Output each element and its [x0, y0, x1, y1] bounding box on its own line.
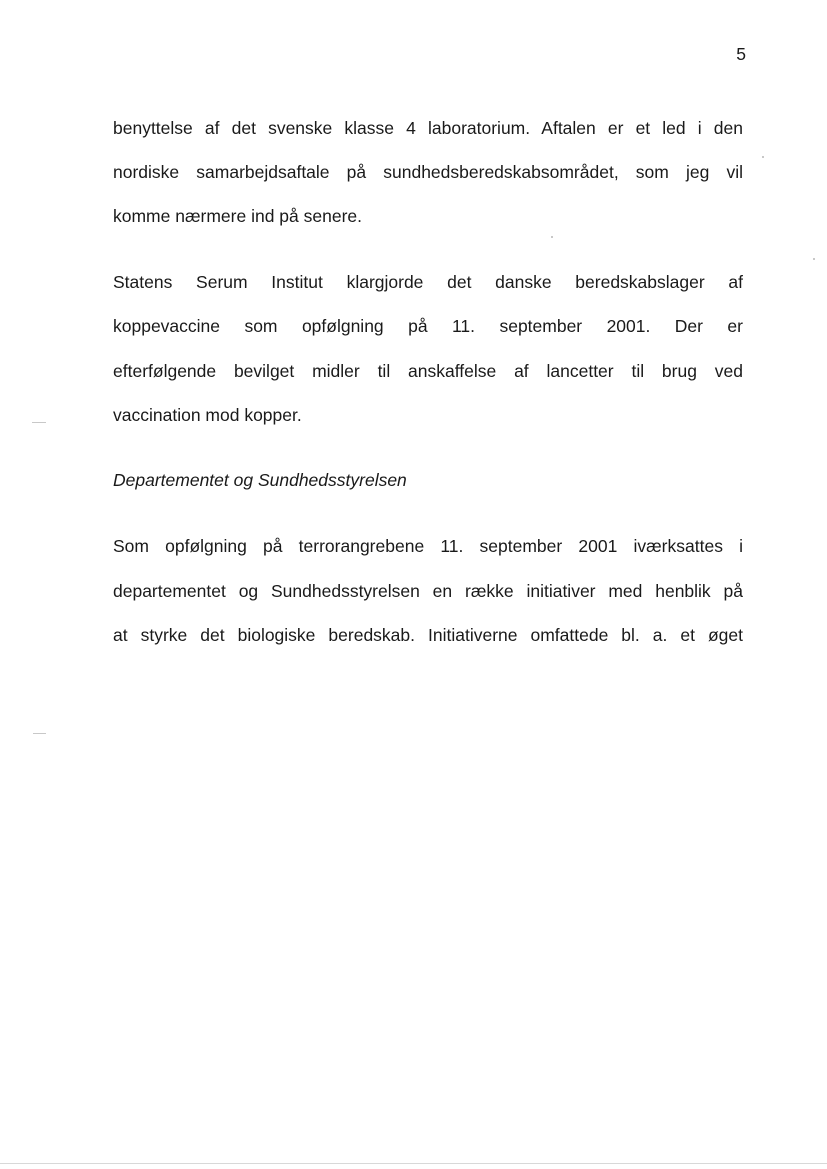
- text-line: benyttelse af det svenske klasse 4 laboratorium. Aftalen er et led i den: [113, 118, 743, 138]
- page-number: 5: [736, 44, 746, 64]
- text-line: komme nærmere ind på senere.: [113, 206, 362, 226]
- text-line: departementet og Sundhedsstyrelsen en række initiativer med henblik på: [113, 581, 743, 601]
- scan-mark: [813, 258, 815, 260]
- scan-mark: [33, 733, 46, 734]
- scan-mark: [762, 156, 764, 158]
- scan-mark: [551, 236, 553, 238]
- text-line: efterfølgende bevilget midler til anskaffelse af lancetter til brug ved: [113, 361, 743, 381]
- text-line: vaccination mod kopper.: [113, 405, 302, 425]
- text-line: nordiske samarbejdsaftale på sundhedsberedskabsområdet, som jeg vil: [113, 162, 743, 182]
- text-line: at styrke det biologiske beredskab. Initiativerne omfattede bl. a. et øget: [113, 625, 743, 645]
- text-line: Som opfølgning på terrorangrebene 11. september 2001 iværksattes i: [113, 536, 743, 556]
- scan-mark: [32, 422, 46, 423]
- text-line: koppevaccine som opfølgning på 11. september 2001. Der er: [113, 316, 743, 336]
- section-heading: Departementet og Sundhedsstyrelsen: [113, 470, 407, 490]
- text-line: Statens Serum Institut klargjorde det danske beredskabslager af: [113, 272, 743, 292]
- scan-bottom-edge: [0, 1163, 827, 1164]
